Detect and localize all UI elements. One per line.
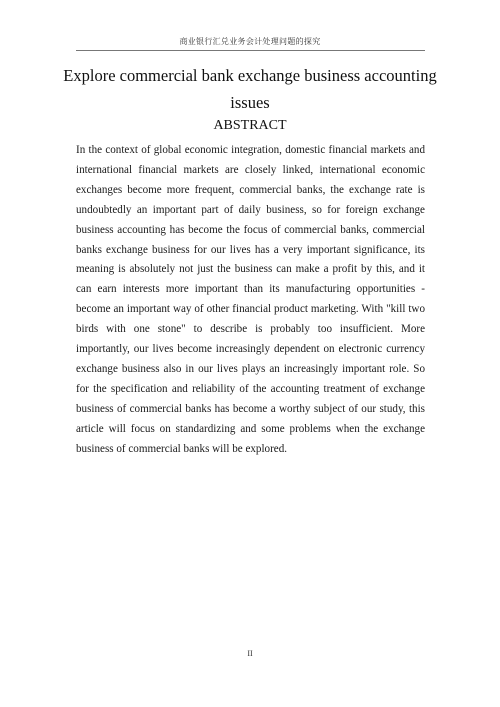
document-title: Explore commercial bank exchange business accounting issues: [63, 66, 437, 112]
running-header: 商业银行汇兑业务会计处理问题的探究: [179, 37, 321, 46]
abstract-paragraph: In the context of global economic integration, domestic financial markets and international financial markets are closely linked, international economic exchanges become more frequent, commercial banks, the exchange rate is undoubtedly an important part of daily business, so for foreign exchange business accounting has become the focus of commercial banks, commercial banks exchange business for our lives has a very important significance, its meaning is absolutely not just the business can make a profit by this, and it can earn interests more important than its manufacturing opportunities - become an important way of other financial product marketing. With "kill two birds with one stone" to describe is probably too insufficient. More importantly, our lives become increasingly dependent on electronic currency exchange business also in our lives plays an increasingly important role. So for the specification and reliability of the accounting treatment of exchange business of commercial banks has become a worthy subject of our study, this article will focus on standardizing and some problems when the exchange business of commercial banks will be explored.: [76, 144, 425, 455]
abstract-heading: ABSTRACT: [213, 118, 287, 133]
page-number: II: [247, 649, 253, 658]
header-divider: [76, 50, 425, 51]
